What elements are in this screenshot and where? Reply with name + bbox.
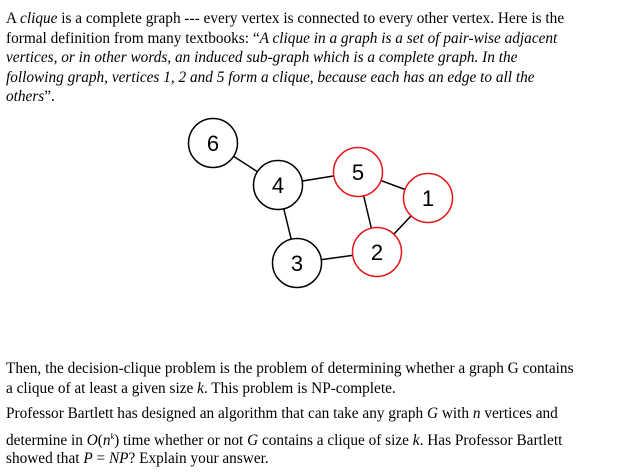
decision-line (6, 359, 574, 378)
question-text-segment: ) (114, 432, 120, 450)
question-text-segment: showed that (6, 450, 84, 467)
question-text-segment: NP (108, 450, 129, 467)
question-line (6, 404, 558, 423)
intro-text-segment: formal definition from many textbooks: “ (6, 30, 260, 47)
intro-line (6, 29, 557, 48)
intro-text-segment: vertices, or in other words, an induced sub-graph which is a complete graph. In the (6, 49, 518, 66)
question-text-segment: . Has Professor Bartlett (419, 432, 563, 450)
vertex-5 (334, 148, 383, 197)
vertex-3 (273, 239, 322, 288)
question-text-segment: O (86, 432, 98, 450)
question-text-segment: Professor Bartlett has designed an algorithm that can take any graph (6, 405, 427, 422)
question-text-segment: n (102, 432, 111, 450)
question-text-segment: G (247, 432, 259, 450)
vertex-label: 5 (351, 160, 365, 185)
vertex-label: 1 (421, 186, 435, 211)
vertex-6 (189, 119, 238, 168)
decision-text-segment: k (197, 380, 204, 397)
intro-text-segment: A clique in a graph is a set of pair-wise adjacent (259, 30, 558, 47)
vertex-2 (353, 228, 402, 277)
question-line (6, 449, 269, 468)
intro-text-segment: is a complete graph --- every vertex is connected to every other vertex. Here is the (57, 10, 565, 27)
question-text-segment: determine in (6, 432, 87, 450)
intro-text-segment: following graph, vertices 1, 2 and 5 form a clique, because each has an edge to all the (6, 69, 535, 86)
question-text-segment: = (92, 450, 109, 467)
intro-line (6, 9, 564, 28)
intro-text-segment: others (6, 88, 45, 105)
intro-text-segment: A (6, 10, 21, 27)
question-text-segment: n (472, 405, 481, 422)
intro-line (6, 48, 517, 67)
question-text-segment: with (438, 405, 473, 422)
vertex-label: 2 (370, 240, 384, 265)
decision-line (6, 379, 396, 398)
intro-line (6, 87, 55, 106)
question-line (6, 427, 562, 450)
vertex-label: 3 (290, 251, 304, 276)
decision-text-segment: a clique of at least a given size (6, 380, 198, 397)
question-text-segment: vertices and (480, 405, 558, 422)
vertex-4 (254, 161, 303, 210)
decision-text-segment: . This problem is NP-complete. (203, 380, 396, 397)
question-text-segment: ? Explain your answer. (128, 450, 269, 467)
question-text-segment: P (83, 450, 93, 467)
vertex-1 (404, 174, 453, 223)
question-text-segment: contains a clique of size (258, 432, 413, 450)
question-text-segment: k (110, 432, 115, 441)
vertex-label: 6 (206, 131, 220, 156)
decision-text-segment: Then, the decision-clique problem is the problem of determining whether a graph G contains (6, 360, 574, 377)
intro-line (6, 68, 535, 87)
vertex-label: 4 (271, 173, 285, 198)
intro-text-segment: ”. (44, 88, 55, 105)
intro-text-segment: clique (20, 10, 58, 27)
question-text-segment: time whether or not (119, 432, 248, 450)
question-text-segment: G (426, 405, 439, 422)
question-text-segment: ( (97, 432, 103, 450)
question-text-segment: k (412, 432, 420, 450)
